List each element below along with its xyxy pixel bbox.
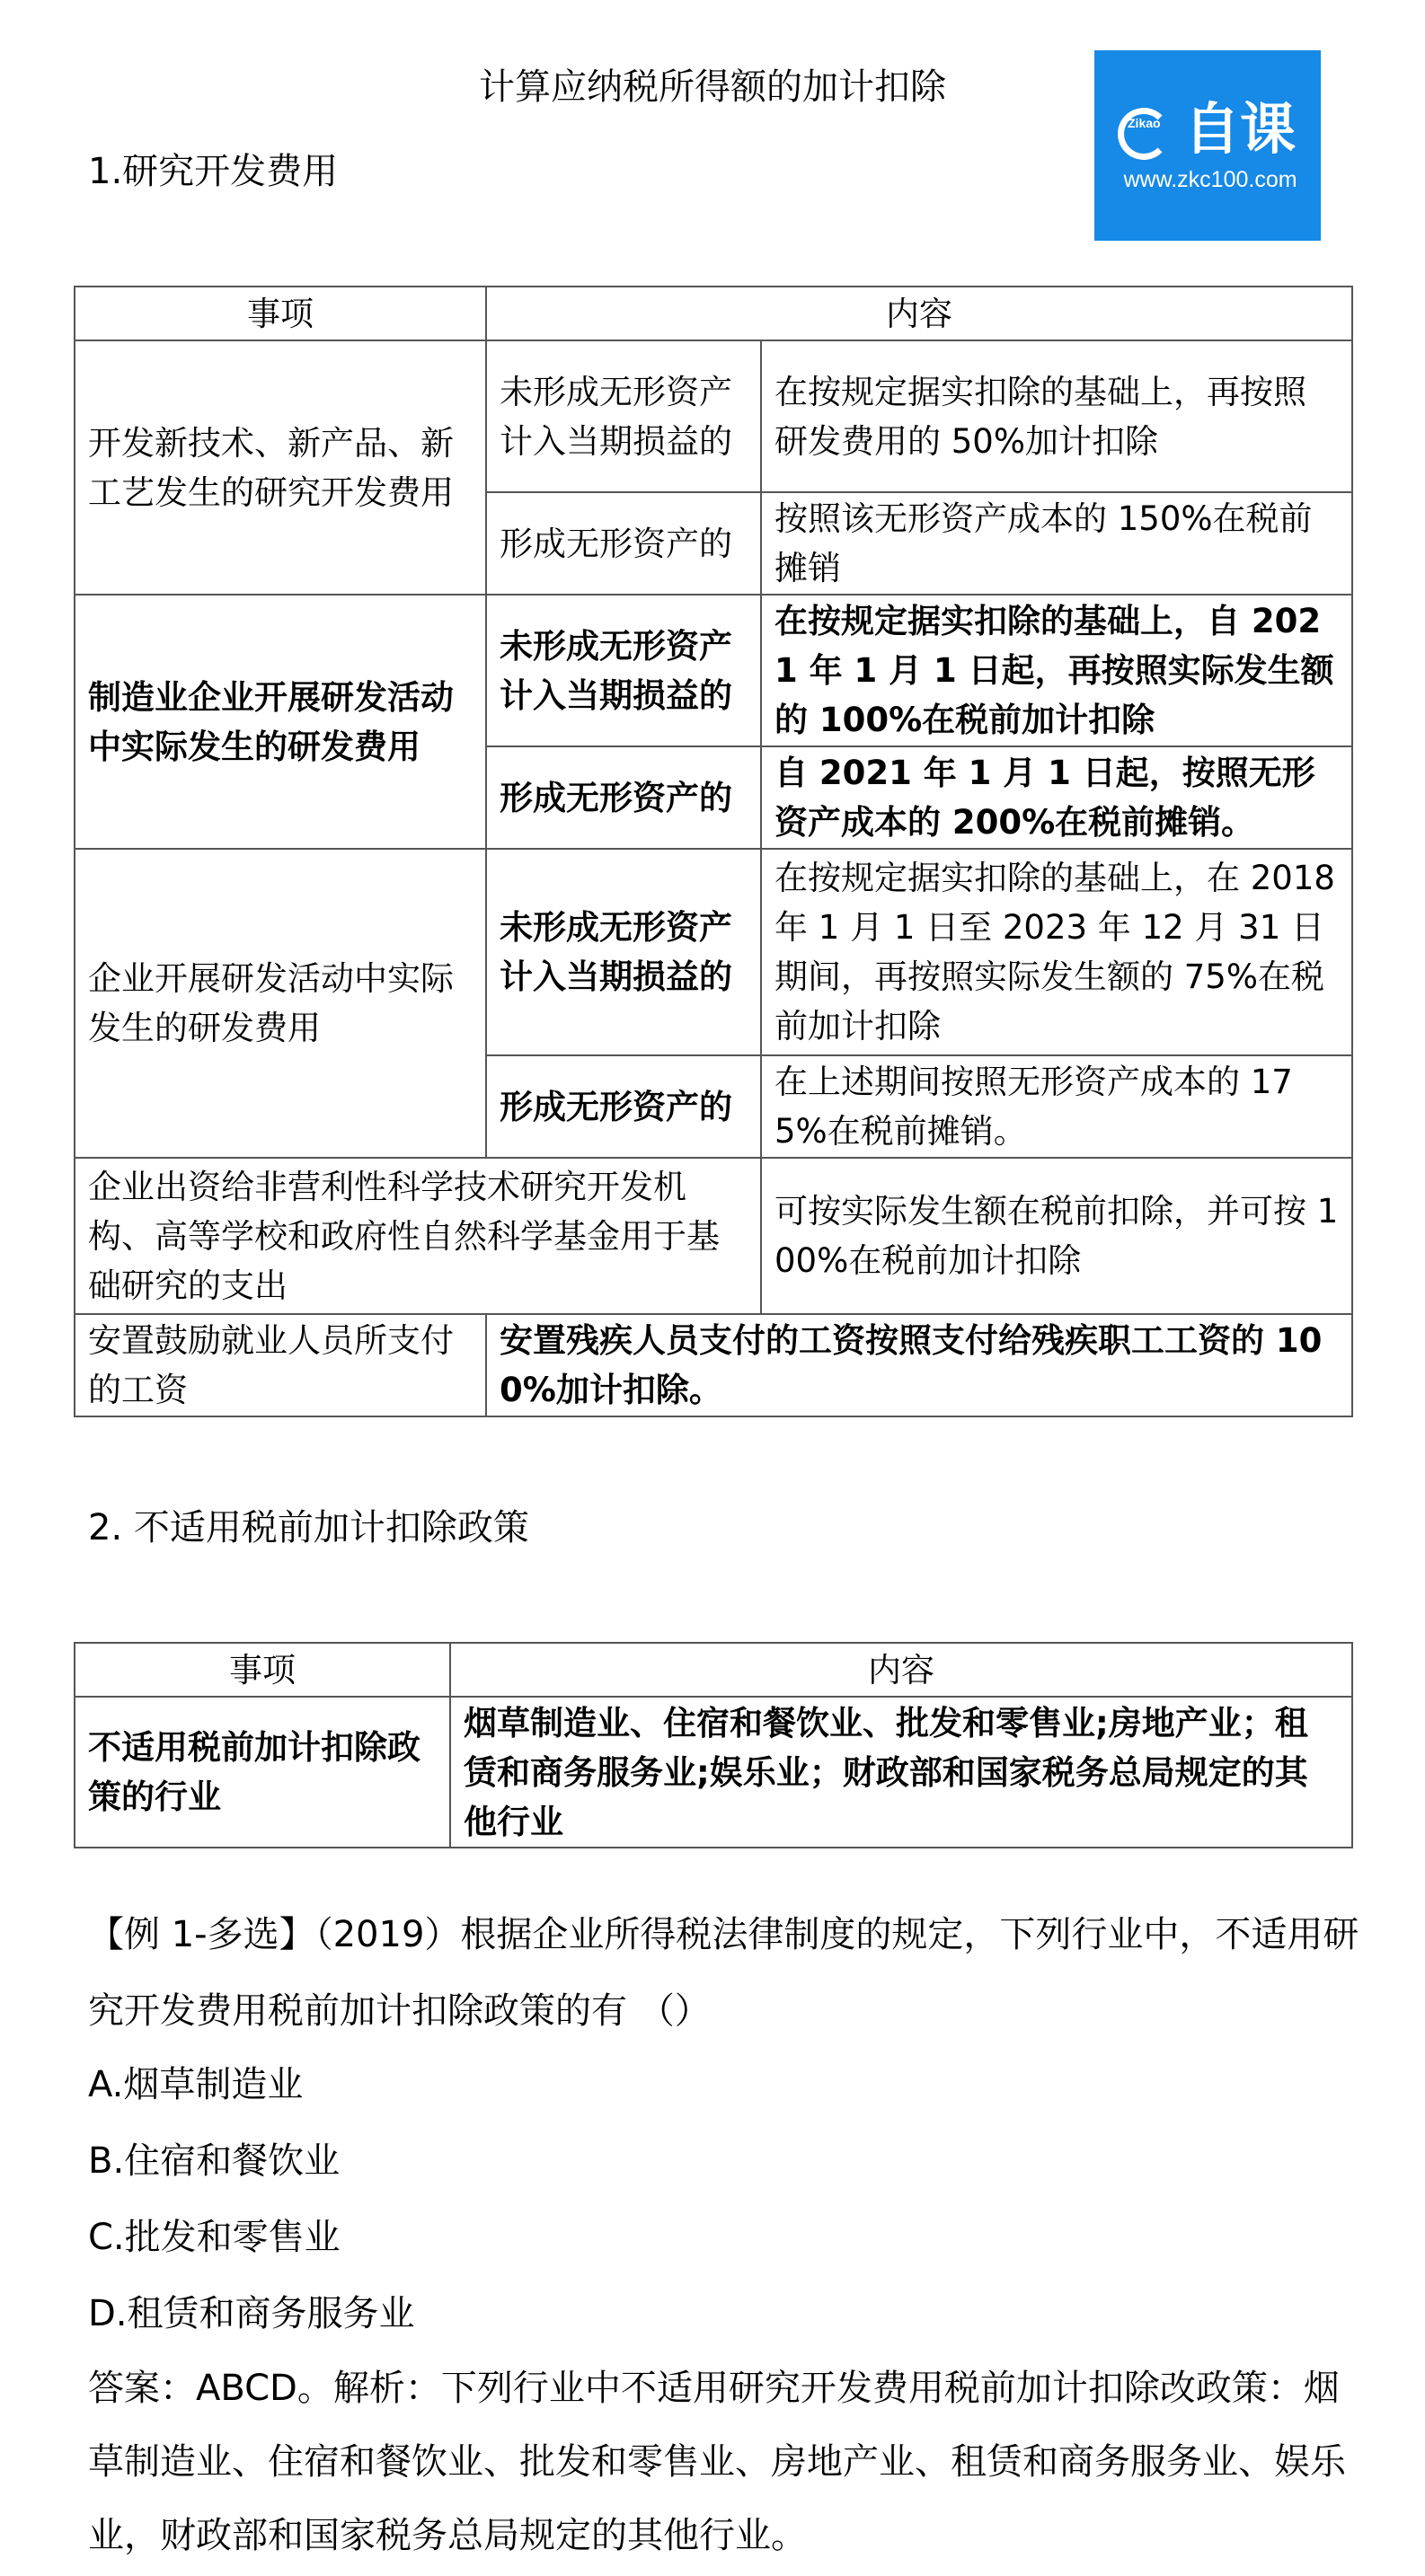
not-applicable-table: [74, 1642, 1353, 1848]
logo-url: www.zkc100.com: [1123, 167, 1297, 192]
table-row: [75, 1158, 1352, 1314]
section-1-title: 1.研究开发费用: [88, 151, 339, 192]
option-d: D.租赁和商务服务业: [88, 2293, 415, 2334]
content-cell: 在上述期间按照无形资产成本的 175%在税前摊销。: [761, 1055, 1352, 1158]
table-row: [75, 849, 1352, 1055]
zikao-logo: [1094, 50, 1321, 241]
sub-cell: 形成无形资产的: [486, 746, 761, 849]
item-cell: 安置鼓励就业人员所支付的工资: [75, 1314, 486, 1416]
table-header-row: [75, 287, 1352, 340]
sub-cell: 未形成无形资产计入当期损益的: [486, 595, 761, 746]
zikao-badge-icon: Zikao: [1118, 108, 1170, 160]
section-2-title: 2. 不适用税前加计扣除政策: [88, 1507, 529, 1548]
content-cell: 在按规定据实扣除的基础上，再按照研发费用的 50%加计扣除: [761, 340, 1352, 492]
answer-analysis: 答案：ABCD。解析：下列行业中不适用研究开发费用税前加计扣除改政策：烟草制造业、住宿和餐饮业、批发和零售业、房地产业、租赁和商务服务业、娱乐业，财政部和国家税务总局规定的其他行业。: [88, 2368, 1346, 2556]
content-cell: 安置残疾人员支付的工资按照支付给残疾职工工资的 100%加计扣除。: [486, 1314, 1352, 1416]
logo-text: 自课: [1184, 96, 1297, 162]
sub-cell: 形成无形资产的: [486, 1055, 761, 1158]
content-cell: 自 2021 年 1 月 1 日起，按照无形资产成本的 200%在税前摊销。: [761, 746, 1352, 849]
item-cell: 企业出资给非营利性科学技术研究开发机构、高等学校和政府性自然科学基金用于基础研究的支出: [75, 1158, 761, 1314]
example-question: 【例 1-多选】（2019）根据企业所得税法律制度的规定，下列行业中，不适用研究开发费用税前加计扣除政策的有 （）: [88, 1914, 1359, 2032]
header-content: 内容: [486, 287, 1352, 340]
table-row: [75, 340, 1352, 492]
content-cell: 在按规定据实扣除的基础上，在 2018 年 1 月 1 日至 2023 年 12 月 31 日期间，再按照实际发生额的 75%在税前加计扣除: [761, 849, 1352, 1055]
sub-cell: 形成无形资产的: [486, 492, 761, 595]
table-row: [75, 595, 1352, 746]
option-a: A.烟草制造业: [88, 2064, 304, 2105]
item-cell: 企业开展研发活动中实际发生的研发费用: [75, 849, 486, 1158]
header-item: 事项: [75, 1643, 450, 1697]
sub-cell: 未形成无形资产计入当期损益的: [486, 340, 761, 492]
item-cell: 制造业企业开展研发活动中实际发生的研发费用: [75, 595, 486, 849]
item-cell: 不适用税前加计扣除政策的行业: [75, 1697, 450, 1848]
option-b: B.住宿和餐饮业: [88, 2140, 341, 2182]
sub-cell: 未形成无形资产计入当期损益的: [486, 849, 761, 1055]
rd-expenses-table: [74, 286, 1353, 1417]
content-cell: 烟草制造业、住宿和餐饮业、批发和零售业;房地产业；租赁和商务服务业;娱乐业；财政部和国家税务总局规定的其他行业: [450, 1697, 1352, 1848]
content-cell: 在按规定据实扣除的基础上，自 2021 年 1 月 1 日起，再按照实际发生额的 100%在税前加计扣除: [761, 595, 1352, 746]
table-header-row: [75, 1643, 1352, 1697]
header-content: 内容: [450, 1643, 1352, 1697]
item-cell: 开发新技术、新产品、新工艺发生的研究开发费用: [75, 340, 486, 595]
content-cell: 按照该无形资产成本的 150%在税前摊销: [761, 492, 1352, 595]
table-row: [75, 1697, 1352, 1848]
header-item: 事项: [75, 287, 486, 340]
option-c: C.批发和零售业: [88, 2217, 341, 2258]
table-row: [75, 1314, 1352, 1416]
content-cell: 可按实际发生额在税前扣除，并可按 100%在税前加计扣除: [761, 1158, 1352, 1314]
document-title: 计算应纳税所得额的加计扣除: [479, 66, 946, 108]
